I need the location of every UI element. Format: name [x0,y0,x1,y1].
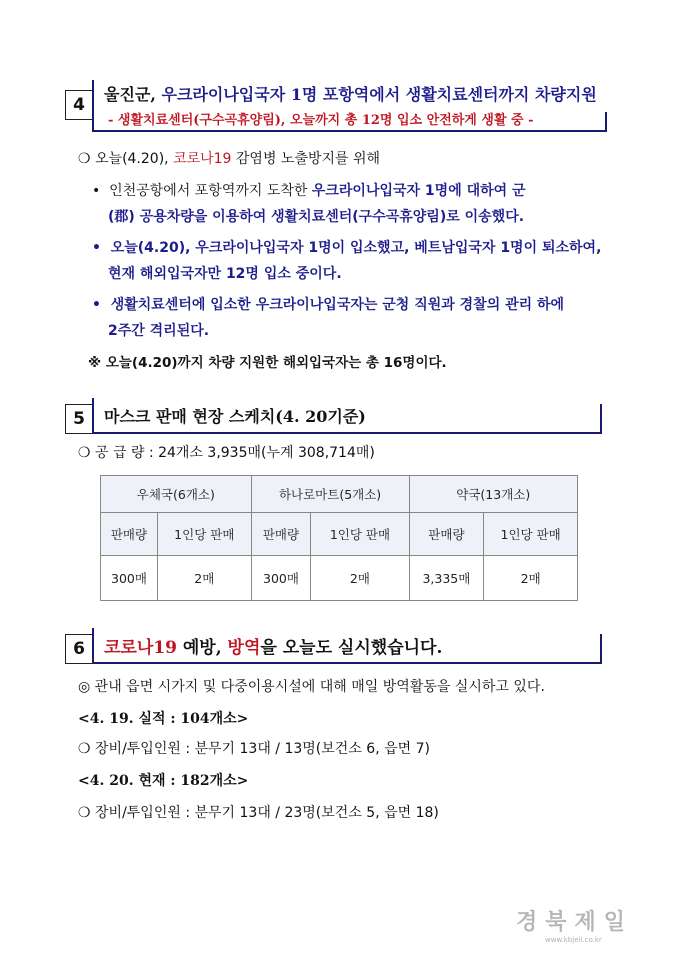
title-part1: 코로나19 [104,638,177,658]
section5-underline [92,432,602,434]
circle-bullet-icon: ❍ [78,445,91,461]
section5-supply [78,442,375,462]
watermark-url: www.kbjeil.co.kr [545,936,602,944]
section-number-6: 6 [65,634,93,664]
table-subheader: 판매량 [251,513,311,556]
current-detail [78,802,439,822]
section-number-4: 4 [65,90,93,120]
section6-divider [92,628,94,664]
intro-suffix: 감염병 노출방지를 위해 [231,151,381,167]
table-cell: 300매 [251,556,311,601]
section4-bullet1-line1 [92,180,526,200]
result-detail [78,738,430,758]
watermark-logo: 경북제일 [516,909,634,935]
title-part4: 을 오늘도 실시했습니다. [260,638,443,658]
result-heading: <4. 19. 실적 : 104개소> [78,711,249,727]
table-cell: 2매 [484,556,578,601]
section4-note [88,351,447,371]
section4-intro [78,148,380,168]
table-group-header: 하나로마트(5개소) [251,476,409,513]
bullet-icon: • [92,240,101,256]
section6-intro [78,676,545,696]
section4-title [104,82,597,105]
section4-divider [92,80,94,132]
section4-right-tick [605,112,607,132]
section5-divider [92,398,94,434]
table-subheader: 1인당 판매 [157,513,251,556]
table-subheader: 1인당 판매 [311,513,409,556]
current-detail-text: 장비/투입인원 : 분무기 13대 / 23명(보건소 5, 읍면 18) [95,805,439,821]
section-number-5: 5 [65,404,93,434]
section6-right-tick [600,634,602,664]
section6-underline [92,662,602,664]
table-group-header: 우체국(6개소) [101,476,252,513]
table-cell: 300매 [101,556,158,601]
mask-sales-table [100,475,578,601]
section4-bullet2-line1 [92,237,601,257]
section5-title: 마스크 판매 현장 스케치(4. 20기준) [104,407,366,426]
section4-subtitle: - 생활치료센터(구수곡휴양림), 오늘까지 총 12명 입소 안전하게 생활 중 - [108,113,534,128]
table-cell: 2매 [311,556,409,601]
supply-text: 공 급 량 : 24개소 3,935매(누계 308,714매) [95,445,375,461]
section6-title [104,633,442,658]
bullet1-prefix: 인천공항에서 포항역까지 도착한 [109,183,312,199]
title-part3: 방역 [227,638,261,658]
table-subheader: 판매량 [409,513,484,556]
bullet2-text: 오늘(4.20), 우크라이나입국자 1명이 입소했고, 베트남입국자 1명이 퇴소하여, [110,240,602,256]
circle-bullet-icon: ❍ [78,151,91,167]
section4-bullet1-line2: (郡) 공용차량을 이용하여 생활치료센터(구수곡휴양림)로 이송했다. [108,209,525,225]
intro-prefix: 오늘(4.20), [95,151,174,167]
table-group-header: 약국(13개소) [409,476,577,513]
title-part2: 예방, [176,638,228,658]
double-circle-icon: ◎ [78,679,91,695]
section4-bullet3-line1 [92,294,564,314]
bullet-icon: • [92,183,101,199]
bullet1-highlight: 우크라이나입국자 1명에 대하여 군 [311,183,526,199]
table-cell: 3,335매 [409,556,484,601]
result-detail-text: 장비/투입인원 : 분무기 13대 / 13명(보건소 6, 읍면 7) [95,741,430,757]
section4-bullet2-line2: 현재 해외입국자만 12명 입소 중이다. [108,266,342,282]
table-subheader: 1인당 판매 [484,513,578,556]
bullet-icon: • [92,297,101,313]
circle-bullet-icon: ❍ [78,805,91,821]
section4-underline [92,130,607,132]
current-heading: <4. 20. 현재 : 182개소> [78,773,249,789]
table-cell: 2매 [157,556,251,601]
table-subheader: 판매량 [101,513,158,556]
intro-text: 관내 읍면 시가지 및 다중이용시설에 대해 매일 방역활동을 실시하고 있다. [94,679,545,695]
intro-highlight: 코로나19 [173,151,232,167]
note-text: 오늘(4.20)까지 차량 지원한 해외입국자는 총 16명이다. [105,355,447,371]
section4-bullet3-line2: 2주간 격리된다. [108,323,210,339]
section4-title-prefix: 울진군, [104,85,162,104]
bullet3-text: 생활치료센터에 입소한 우크라이나입국자는 군청 직원과 경찰의 관리 하에 [110,297,565,313]
note-mark-icon: ※ [88,355,102,371]
section4-title-highlight: 우크라이나입국자 1명 포항역에서 생활치료센터까지 차량지원 [161,85,597,104]
circle-bullet-icon: ❍ [78,741,91,757]
section5-right-tick [600,404,602,434]
